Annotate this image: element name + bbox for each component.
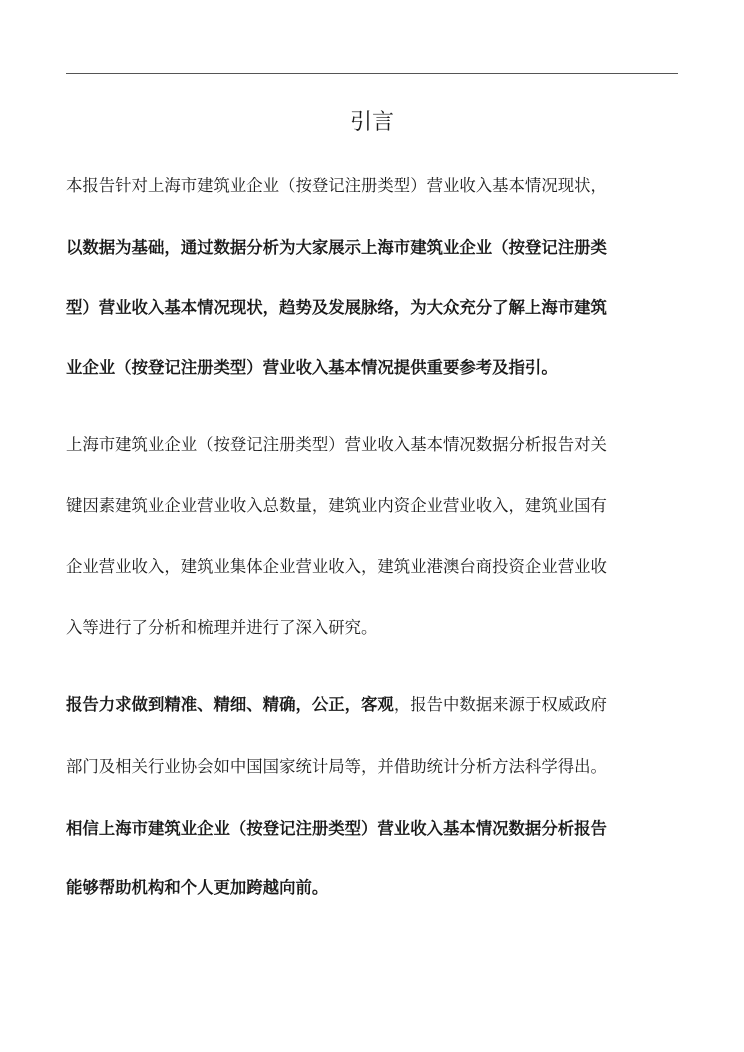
intro-line-1: 本报告针对上海市建筑业企业（按登记注册类型）营业收入基本情况现状， xyxy=(66,176,607,195)
intro-line-2: 以数据为基础，通过数据分析为大家展示上海市建筑业企业（按登记注册类 xyxy=(66,238,607,257)
intro-line-3: 型）营业收入基本情况现状，趋势及发展脉络，为大众充分了解上海市建筑 xyxy=(66,298,607,317)
intro-line-4: 业企业（按登记注册类型）营业收入基本情况提供重要参考及指引。 xyxy=(66,358,558,377)
method-line-2: 部门及相关行业协会如中国国家统计局等，并借助统计分析方法科学得出。 xyxy=(66,757,607,776)
page-title: 引言 xyxy=(349,110,394,135)
scope-line-4: 入等进行了分析和梳理并进行了深入研究。 xyxy=(66,618,378,637)
method-line-3: 相信上海市建筑业企业（按登记注册类型）营业收入基本情况数据分析报告 xyxy=(66,819,607,838)
method-line-1 xyxy=(66,693,686,717)
scope-line-3: 企业营业收入，建筑业集体企业营业收入，建筑业港澳台商投资企业营业收 xyxy=(66,557,607,576)
method-line-1-rest: ，报告中数据来源于权威政府 xyxy=(393,695,607,714)
method-line-1-bold: 报告力求做到精准、精细、精确，公正，客观 xyxy=(66,695,394,714)
scope-line-1: 上海市建筑业企业（按登记注册类型）营业收入基本情况数据分析报告对关 xyxy=(66,435,607,454)
method-line-4: 能够帮助机构和个人更加跨越向前。 xyxy=(66,878,329,897)
scope-line-2: 键因素建筑业企业营业收入总数量，建筑业内资企业营业收入，建筑业国有 xyxy=(66,496,607,515)
header-rule xyxy=(66,73,678,74)
